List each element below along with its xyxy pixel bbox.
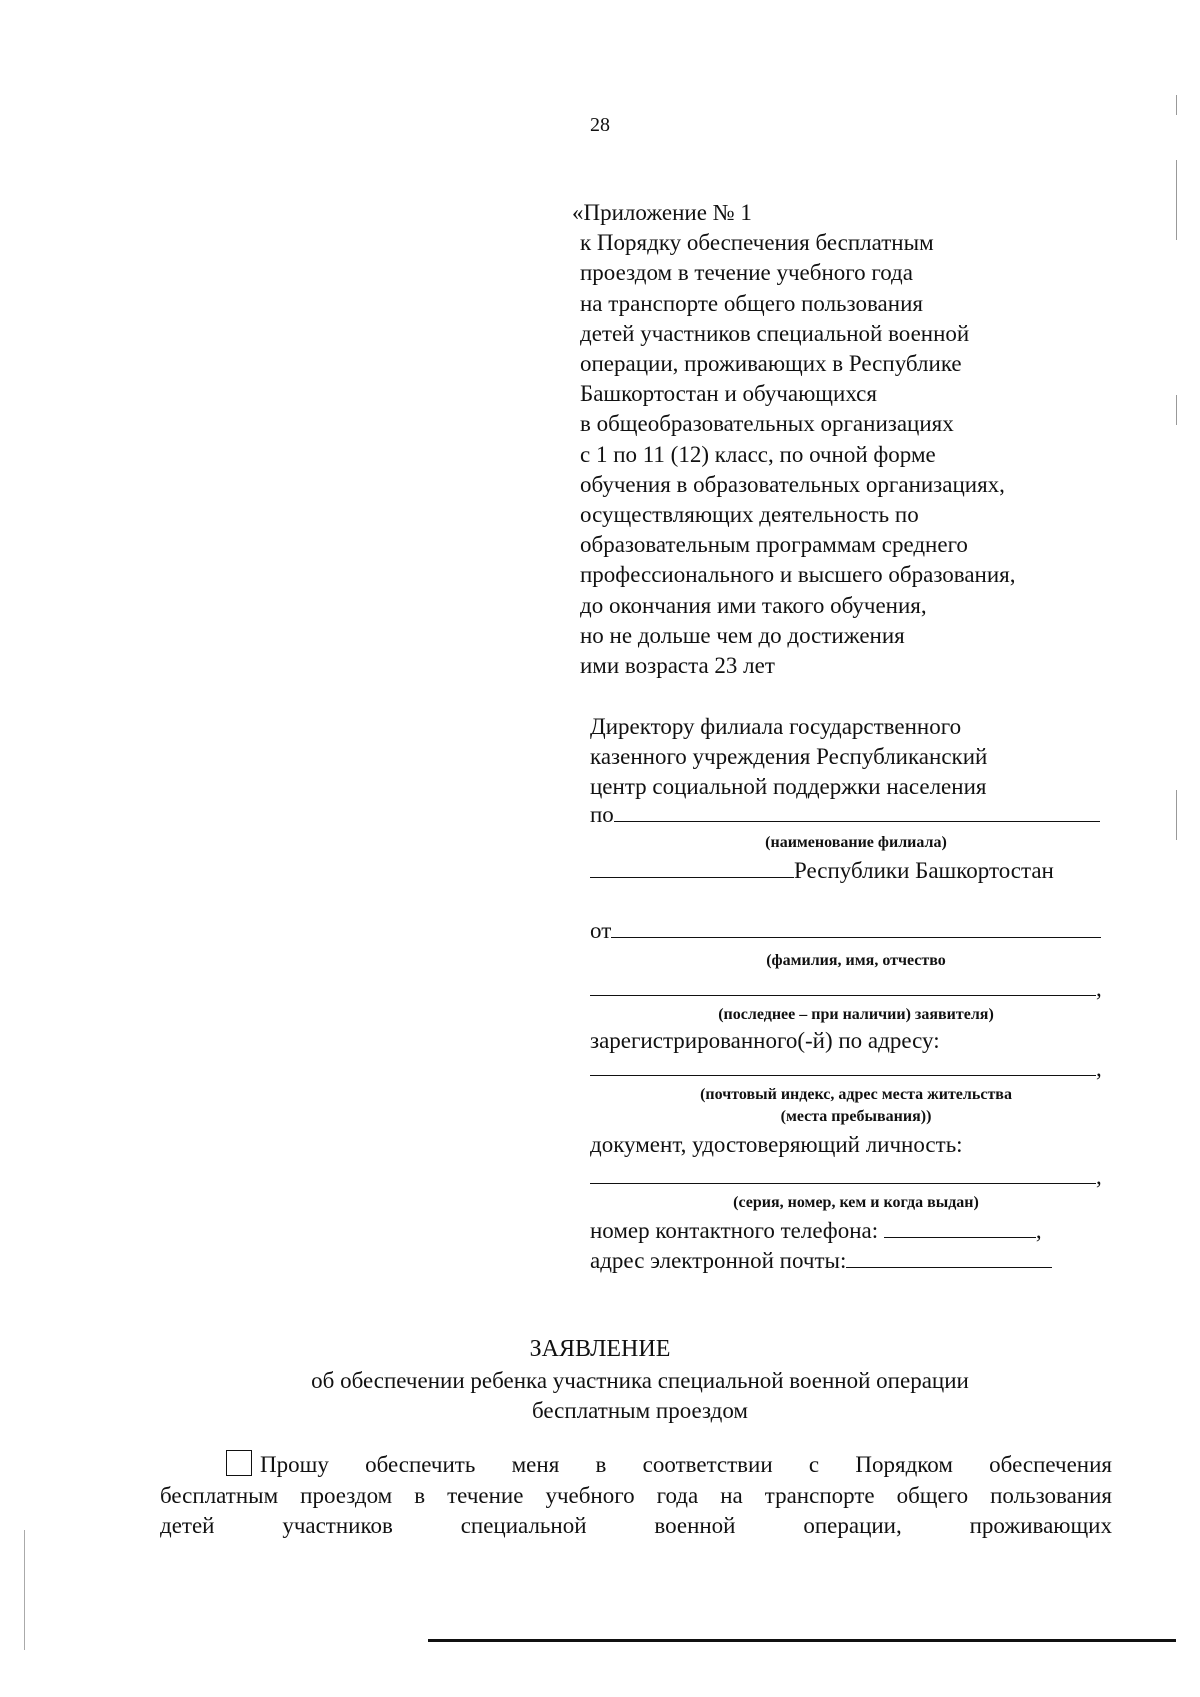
appendix-line: «Приложение № 1 [572,200,752,225]
from-row [590,918,1101,944]
appendix-line: но не дольше чем до достижения [580,622,905,648]
branch-field-2[interactable] [590,876,794,878]
addressee-line: Директору филиала государственного [590,714,962,739]
appendix-line: образовательным программам среднего [580,532,968,558]
appendix-line: детей участников специальной военной [580,320,970,346]
comma: , [1096,1164,1102,1189]
phone-label: номер контактного телефона: [590,1218,879,1243]
email-label: адрес электронной почты: [590,1248,847,1273]
appendix-line: с 1 по 11 (12) класс, по очной форме [580,441,936,467]
appendix-line: до окончания ими такого обучения, [580,592,927,618]
body-line-2: бесплатным проездом в течение учебного года на транспорте общего пользования [160,1482,1112,1508]
applicant-name-field-2[interactable] [590,994,1096,996]
appendix-line: ими возраста 23 лет [580,653,775,679]
address-hint: (почтовый индекс, адрес места жительства [700,1086,1012,1103]
republic-label: Республики Башкортостан [794,858,1054,883]
statement-subtitle [200,1366,1080,1426]
appendix-line: обучения в образовательных организациях, [580,471,1005,497]
addressee-block [590,712,987,802]
consent-checkbox[interactable] [226,1450,252,1476]
document-field[interactable] [590,1182,1096,1184]
statement-title: ЗАЯВЛЕНИЕ [529,1336,671,1362]
address-hint-2: (места пребывания)) [780,1108,932,1125]
republic-row [590,858,1054,884]
address-field[interactable] [590,1074,1096,1076]
phone-field[interactable] [884,1236,1036,1238]
margin-mark [1176,160,1177,240]
document-label: документ, удостоверяющий личность: [590,1132,963,1157]
name-row-2 [590,976,1102,1002]
appendix-line: операции, проживающих в Республике [580,351,962,377]
addressee-line: центр социальной поддержки населения [590,774,987,799]
subtitle-line: об обеспечении ребенка участника специальной военной операции [311,1368,969,1393]
margin-mark [1176,95,1177,115]
appendix-line: осуществляющих деятельность по [580,502,919,528]
comma: , [1035,1218,1042,1243]
appendix-heading [572,198,1016,681]
margin-mark [24,1530,25,1650]
email-field[interactable] [846,1266,1052,1268]
branch-hint: (наименование филиала) [765,834,947,851]
bottom-rule [428,1639,1176,1642]
appendix-line: к Порядку обеспечения бесплатным [580,230,934,256]
page-number: 28 [590,114,610,136]
name-hint: (фамилия, имя, отчество [766,952,946,969]
body-line-3: детей участников специальной военной операции, проживающих [160,1513,1112,1538]
branch-row [590,802,1100,828]
appendix-line: проездом в течение учебного года [580,260,913,286]
margin-mark [1176,790,1177,840]
name-hint-2: (последнее – при наличии) заявителя) [718,1006,994,1023]
branch-field[interactable] [614,820,1100,822]
address-row [590,1056,1102,1082]
margin-mark [1176,395,1177,425]
appendix-line: на транспорте общего пользования [580,290,923,316]
request-paragraph [160,1450,1112,1542]
body-line-1 [160,1450,1112,1481]
subtitle-line: бесплатным проездом [532,1398,748,1423]
document-row [590,1164,1102,1190]
from-label: от [590,918,612,943]
comma: , [1096,1056,1102,1081]
document-hint: (серия, номер, кем и когда выдан) [733,1194,979,1211]
body-text-1: Прошу обеспечить меня в соответствии с Порядком обеспечения [260,1452,1112,1477]
phone-row [590,1218,1042,1244]
comma: , [1096,976,1102,1001]
registered-label: зарегистрированного(-й) по адресу: [590,1028,940,1053]
addressee-line: казенного учреждения Республиканский [590,744,988,769]
applicant-name-field[interactable] [611,936,1101,938]
appendix-line: в общеобразовательных организациях [580,411,954,437]
appendix-line: Башкортостан и обучающихся [580,381,877,407]
email-row [590,1248,1052,1274]
appendix-line: профессионального и высшего образования, [580,562,1016,588]
po-label: по [590,802,614,827]
